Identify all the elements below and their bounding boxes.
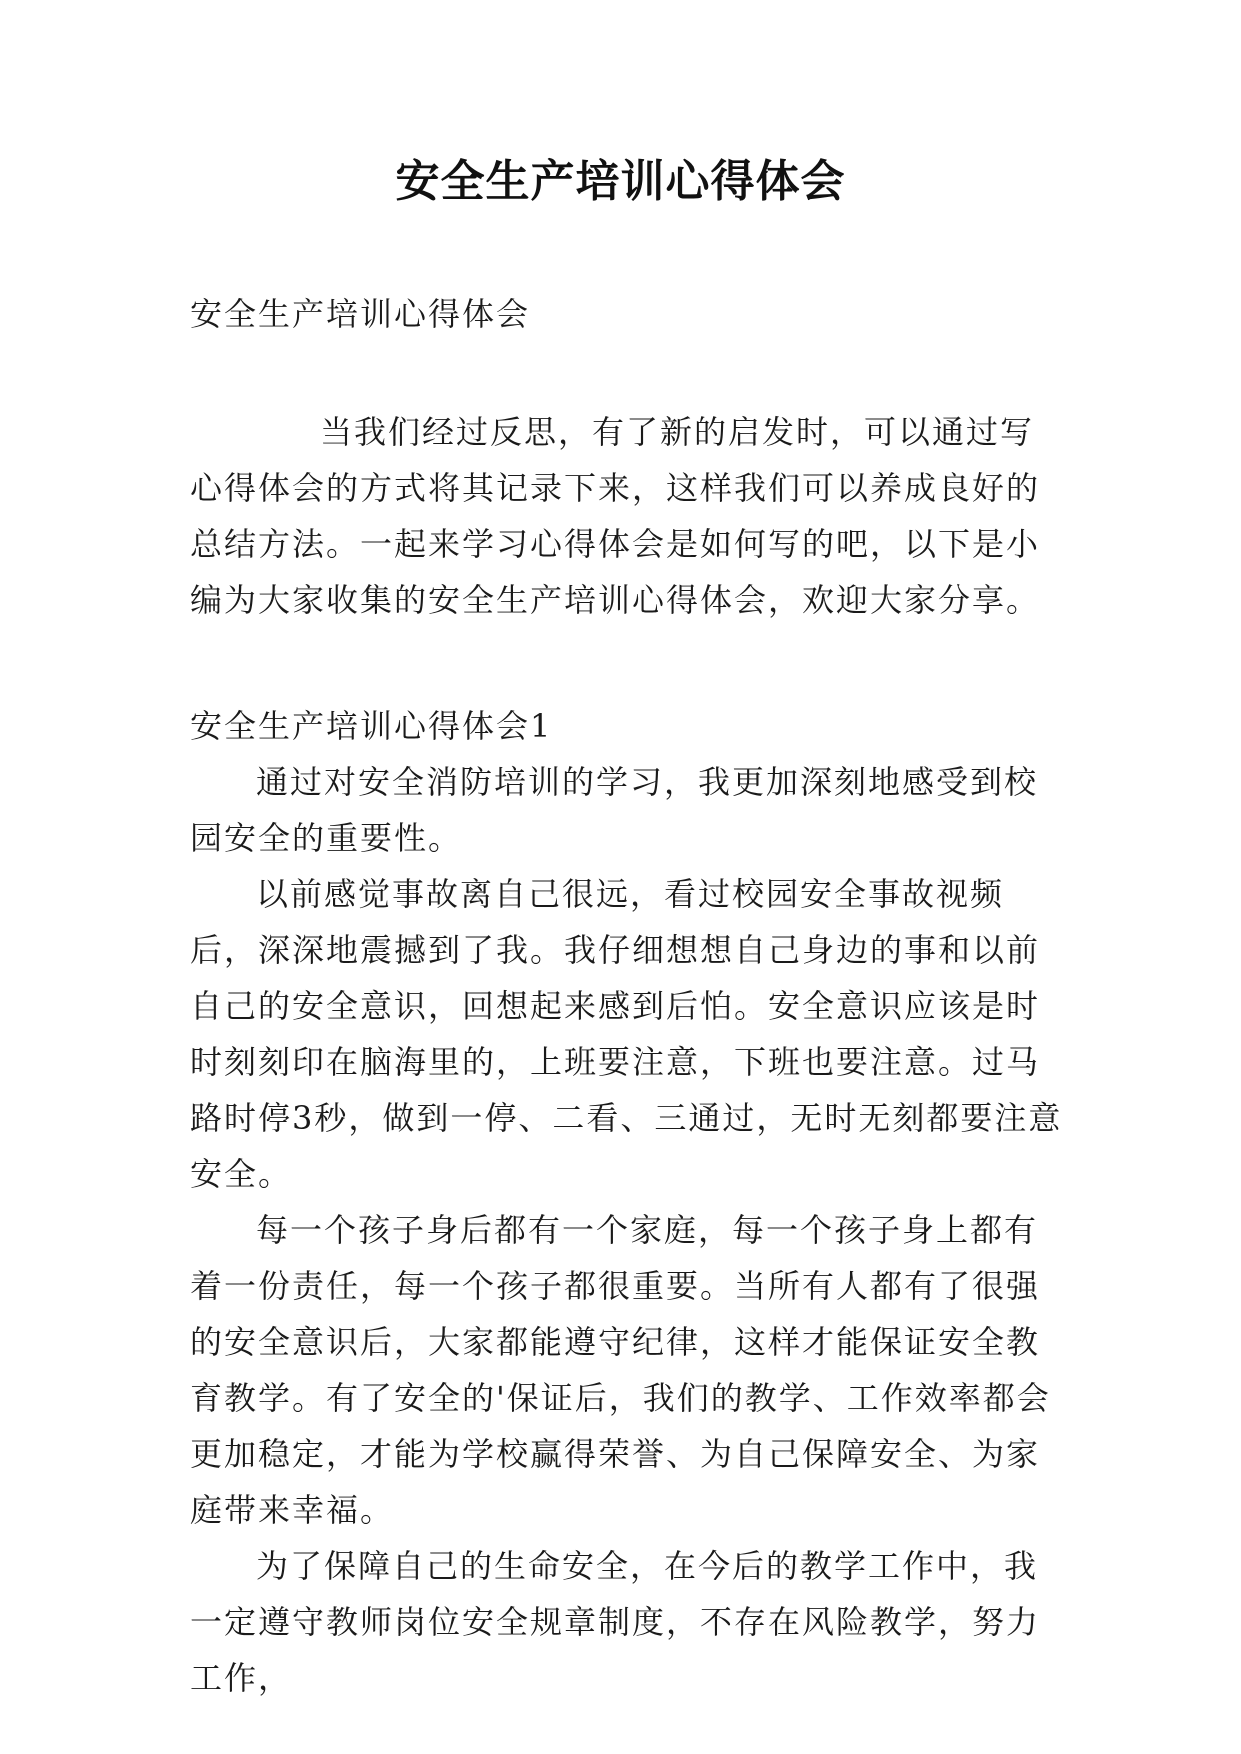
body-paragraph: 以前感觉事故离自己很远，看过校园安全事故视频后，深深地震撼到了我。我仔细想想自己身边的事和以前自己的安全意识，回想起来感到后怕。安全意识应该是时时刻刻印在脑海里的，上班要注意，下班也要注意。过马路时停3秒，做到一停、二看、三通过，无时无刻都要注意安全。 [190,875,1063,1193]
body-paragraph: 通过对安全消防培训的学习，我更加深刻地感受到校园安全的重要性。 [190,763,1039,857]
section-block [190,698,1066,1706]
intro-paragraph: 当我们经过反思，有了新的启发时，可以通过写心得体会的方式将其记录下来，这样我们可以养成良好的总结方法。一起来学习心得体会是如何写的吧，以下是小编为大家收集的安全生产培训心得体会，欢迎大家分享。 [190,413,1041,619]
intro-block [190,404,1066,628]
body-paragraph: 为了保障自己的生命安全，在今后的教学工作中，我一定遵守教师岗位安全规章制度，不存在风险教学，努力工作， [190,1547,1041,1697]
section-heading: 安全生产培训心得体会1 [190,707,553,745]
body-paragraph: 每一个孩子身后都有一个家庭，每一个孩子身上都有着一份责任，每一个孩子都很重要。当所有人都有了很强的安全意识后，大家都能遵守纪律，这样才能保证安全教育教学。有了安全的'保证后，我们的教学、工作效率都会更加稳定，才能为学校赢得荣誉、为自己保障安全、为家庭带来幸福。 [190,1211,1051,1529]
subtitle-text: 安全生产培训心得体会 [190,295,531,333]
document-subtitle [190,286,1066,342]
document-title: 安全生产培训心得体会 [395,156,846,207]
